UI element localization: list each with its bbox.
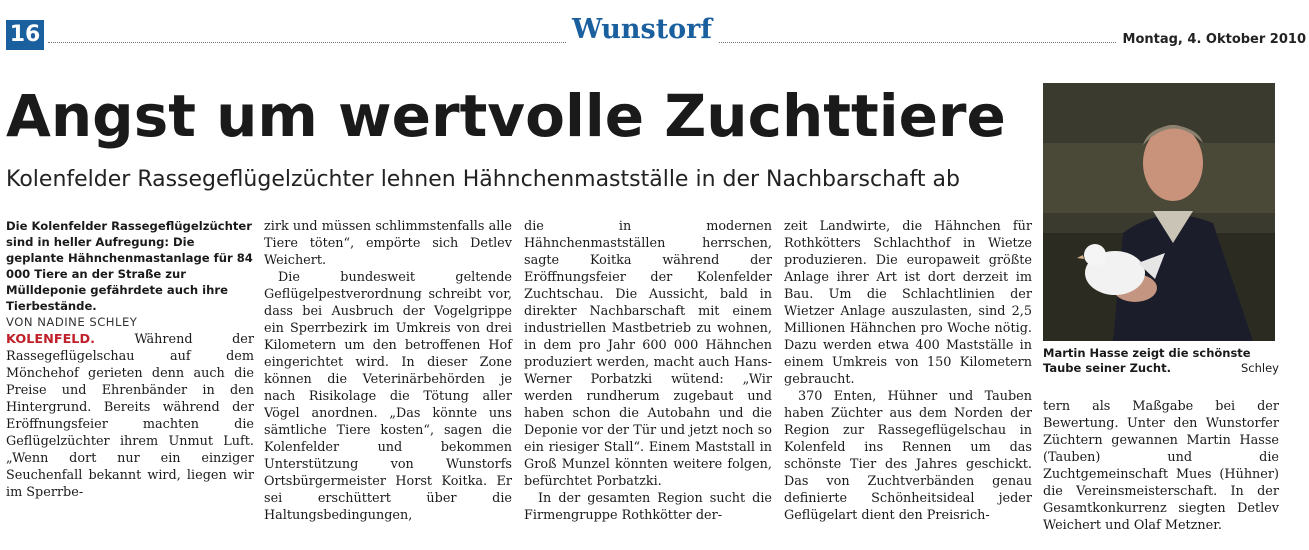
- article-column-3: [524, 218, 772, 524]
- article-column-2: [264, 218, 512, 524]
- issue-date: Montag, 4. Oktober 2010: [1117, 32, 1306, 47]
- dateline: KOLENFELD.: [6, 332, 95, 347]
- section-title: Wunstorf: [566, 14, 718, 45]
- photo-credit: Schley: [1241, 361, 1279, 375]
- article-column-5: [1043, 398, 1279, 534]
- page-number: 16: [6, 20, 44, 50]
- column-1-text: Während der Rassegeflügelschau auf dem Mönchehof gerieten denn auch die Preise und Ehrenbänder in den Hintergrund. Bereits während der Eröffnungsfeier machten die Geflügelzüchter ihrem Unmut Luft. „Wenn dort nur ein einziger Seuchenfall bekannt wird, liegen wir im Sperrbe-: [6, 332, 254, 500]
- byline: VON NADINE SCHLEY: [6, 315, 138, 329]
- photo-man-with-pigeon: [1043, 83, 1275, 341]
- column-2-paragraph-2: Die bundesweit geltende Geflügelpestverordnung schreibt vor, dass bei Ausbruch der Vogelgrippe ein Sperrbezirk im Umkreis von drei Kilometern um den betroffenen Hof eingerichtet wird. In dieser Zone können die Veterinärbehörden je nach Risikolage die Tötung aller Vögel anordnen. „Das könnte uns sämtliche Tiere kosten“, sagen die Kolenfelder und bekommen Unterstützung von Wunstorfs Ortsbürgermeister Horst Koitka. Er sei erschüttert über die Haltungsbedingungen,: [264, 270, 512, 523]
- column-2-paragraph-1: zirk und müssen schlimmstenfalls alle Tiere töten“, empörte sich Detlev Weichert.: [264, 219, 512, 268]
- caption-text: Martin Hasse zeigt die schönste Taube seiner Zucht.: [1043, 346, 1251, 375]
- article-lead: Die Kolenfelder Rassegeflügelzüchter sind in heller Aufregung: Die geplante Hähnchenmastanlage für 84 000 Tiere an der Straße zur Mülldeponie gefährdete auch ihre Tierbestände.: [6, 219, 253, 313]
- article-column-1: [6, 218, 254, 501]
- column-1-body: [6, 331, 254, 501]
- column-5-paragraph: tern als Maßgabe bei der Bewertung. Unter den Wunstorfer Züchtern gewannen Martin Hasse (Tauben) und die Zuchtgemeinschaft Mues (Hühner) die Vereinsmeisterschaft. In der Gesamtkonkurrenz siegten Detlev Weichert und Olaf Metzner.: [1043, 399, 1279, 533]
- photo-caption: [1043, 346, 1279, 376]
- column-4-paragraph-2: 370 Enten, Hühner und Tauben haben Züchter aus dem Norden der Region zur Rassegeflügelschau in Kolenfeld ins Rennen um das schönste Tier des Jahres geschickt. Das von Zuchtverbänden genau definierte Schönheitsideal jeder Geflügelart dient den Preisrich-: [784, 389, 1032, 523]
- article-column-4: [784, 218, 1032, 524]
- article-photo: [1043, 83, 1275, 341]
- headline: Angst um wertvolle Zuchttiere: [6, 82, 1006, 150]
- column-3-paragraph-2: In der gesamten Region sucht die Firmengruppe Rothkötter der-: [524, 491, 772, 523]
- page-header: [6, 14, 1306, 52]
- column-4-paragraph-1: zeit Landwirte, die Hähnchen für Rothkötters Schlachthof in Wietze produzieren. Die europaweit größte Anlage ihrer Art ist dort derzeit im Bau. Um die Schlachtlinien der Wietzer Anlage auszulasten, sind 2,5 Millionen Hähnchen pro Woche nötig. Dazu werden etwa 400 Mastställe in einem Umkreis von 150 Kilometern gebraucht.: [784, 219, 1032, 387]
- subheadline: Kolenfelder Rassegeflügelzüchter lehnen Hähnchenmastställe in der Nachbarschaft ab: [6, 167, 960, 192]
- column-3-paragraph-1: die in modernen Hähnchenmastställen herrschen, sagte Koitka während der Eröffnungsfeier der Kolenfelder Zuchtschau. Die Aussicht, bald in direkter Nachbarschaft mit einem industriellen Mastbetrieb zu wohnen, in dem pro Jahr 600 000 Hähnchen produziert werden, macht auch Hans-Werner Porbatzki wütend: „Wir werden rundherum zugebaut und haben schon die Autobahn und die Deponie vor der Tür und jetzt noch so ein riesiger Stall“. Einem Maststall in Groß Munzel könnten weitere folgen, befürchtet Porbatzki.: [524, 219, 772, 489]
